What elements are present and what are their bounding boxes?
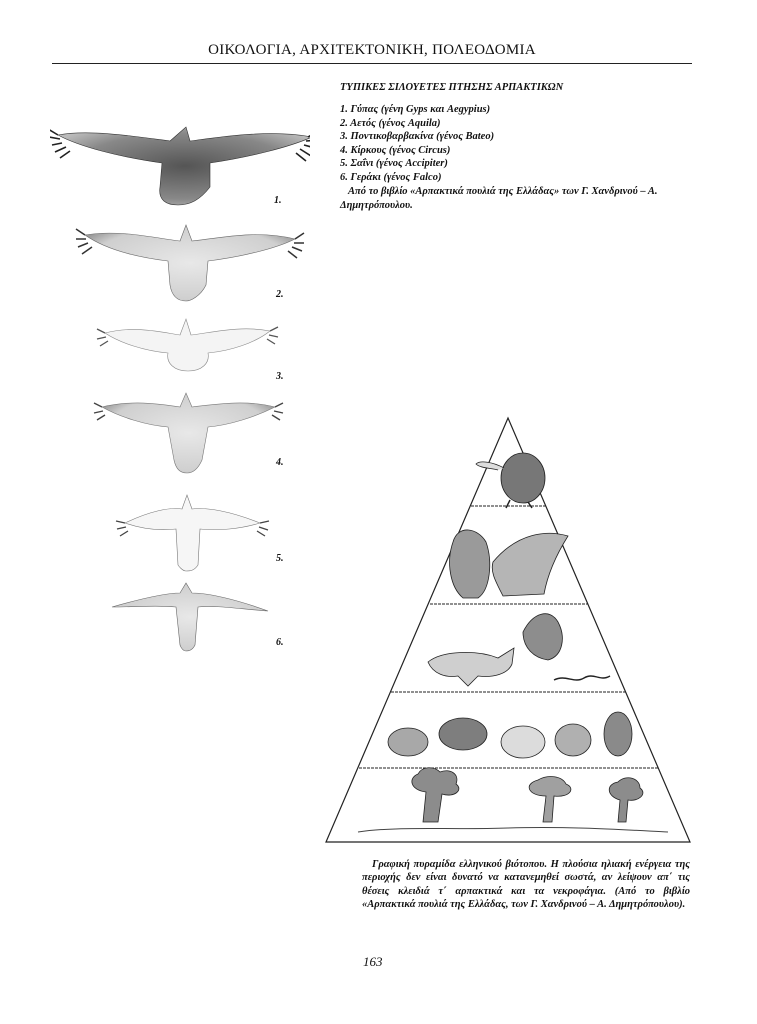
page-number: 163 bbox=[363, 954, 383, 969]
sparrowhawk-silhouette bbox=[116, 495, 269, 571]
species-item: 1. Γύπας (γένη Gyps και Aegypius) bbox=[340, 104, 491, 115]
buzzard-silhouette bbox=[97, 319, 278, 371]
silhouette-number: 6. bbox=[276, 637, 284, 648]
falcon-silhouette bbox=[112, 583, 268, 651]
silhouette-number: 2. bbox=[276, 289, 284, 300]
species-item: 2. Αετός (γένος Aquila) bbox=[340, 117, 441, 129]
silhouette-number: 4. bbox=[276, 457, 284, 468]
header-rule bbox=[52, 63, 692, 64]
silhouette-number: 3. bbox=[276, 371, 284, 382]
silhouettes-title: ΤΥΠΙΚΕΣ ΣΙΛΟΥΕΤΕΣ ΠΤΗΣΗΣ ΑΡΠΑΚΤΙΚΩΝ bbox=[340, 82, 564, 93]
pyramid-figure bbox=[318, 412, 698, 852]
flight-silhouettes-illustration bbox=[50, 115, 310, 660]
silhouette-number: 1. bbox=[274, 195, 282, 206]
pyramid-caption: Γραφική πυραμίδα ελληνικού βιότοπου. Η πλούσια ηλιακή ενέργεια της περιοχής δεν είναι δυνατό να κατανεμηθεί σωστά, αν λείψουν απ΄ τις θέσεις κλειδιά τ΄ αρπακτικά και τα νεκροφάγια. (Από το βιβλίο «Αρπακτικά πουλιά της Ελλάδας, των Γ. Χανδρινού – Α. Δημητρόπουλου). bbox=[362, 859, 690, 911]
source-note: Από το βιβλίο «Αρπακτικά πουλιά της Ελλάδας» των Γ. Χανδρινού – Α. Δημητρόπουλου. bbox=[340, 186, 658, 211]
silhouette-number: 5. bbox=[276, 553, 284, 564]
species-item: 3. Ποντικοβαρβακίνα (γένος Bateo) bbox=[340, 131, 495, 143]
running-header: ΟΙΚΟΛΟΓΙΑ, ΑΡΧΙΤΕΚΤΟΝΙΚΗ, ΠΟΛΕΟΔΟΜΙΑ bbox=[208, 42, 536, 58]
species-list bbox=[340, 103, 680, 185]
eagle-silhouette bbox=[76, 225, 304, 301]
species-item: 4. Κίρκους (γένος Circus) bbox=[340, 144, 451, 156]
species-item: 6. Γεράκι (γένος Falco) bbox=[340, 171, 442, 183]
vulture-silhouette bbox=[50, 127, 310, 205]
ecological-pyramid-illustration bbox=[318, 412, 698, 852]
bird-silhouettes-figure bbox=[50, 115, 310, 660]
harrier-silhouette bbox=[94, 393, 283, 473]
species-item: 5. Σαΐνι (γένος Accipiter) bbox=[340, 158, 448, 170]
